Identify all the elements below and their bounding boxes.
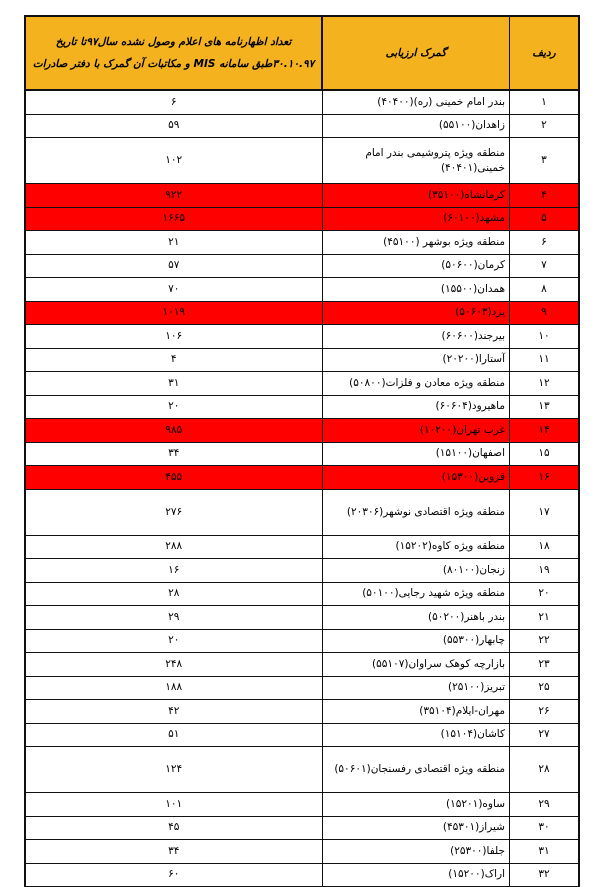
table-row [25,442,579,466]
declaration-count-cell: ۹۸۵ [25,419,322,443]
customs-office-cell: کاشان(۱۵۱۰۴) [322,723,510,747]
table-row [25,372,579,396]
customs-office-cell: اراک(۱۵۲۰۰) [322,863,510,887]
customs-office-cell: غرب تهران(۱۰۲۰۰) [322,419,510,443]
table-row [25,138,579,184]
declaration-count-cell: ۴۲ [25,700,322,724]
table-row [25,348,579,372]
table-row [25,559,579,583]
table-row [25,301,579,325]
declaration-count-cell: ۲۹ [25,606,322,630]
customs-office-cell: تبریز(۲۵۱۰۰) [322,676,510,700]
customs-office-cell: آستارا(۲۰۲۰۰) [322,348,510,372]
customs-office-cell: بازارچه کوهک سراوان(۵۵۱۰۷) [322,653,510,677]
declaration-count-cell: ۲۸۸ [25,535,322,559]
declaration-count-cell: ۱۰۱ [25,793,322,817]
row-number-cell: ۴ [510,184,580,208]
row-number-cell: ۲۵ [510,676,580,700]
row-number-cell: ۸ [510,278,580,302]
table-row [25,840,579,864]
declaration-count-cell: ۵۷ [25,254,322,278]
table-row [25,723,579,747]
declaration-count-cell: ۴ [25,348,322,372]
customs-office-cell: منطقه ویژه کاوه(۱۵۲۰۲) [322,535,510,559]
customs-office-cell: شیراز(۴۵۳۰۱) [322,816,510,840]
table-row [25,325,579,349]
row-number-cell: ۹ [510,301,580,325]
customs-office-cell: همدان(۱۵۵۰۰) [322,278,510,302]
customs-office-cell: منطقه ویژه بوشهر (۴۵۱۰۰) [322,231,510,255]
customs-office-cell: مشهد(۶۰۱۰۰) [322,207,510,231]
customs-office-cell: اصفهان(۱۵۱۰۰) [322,442,510,466]
row-number-cell: ۳۱ [510,840,580,864]
row-number-cell: ۷ [510,254,580,278]
declaration-count-cell: ۴۵ [25,816,322,840]
customs-office-cell: منطقه ویژه شهید رجایی(۵۰۱۰۰) [322,582,510,606]
table-row [25,254,579,278]
table-row [25,863,579,887]
table-row [25,629,579,653]
row-number-cell: ۵ [510,207,580,231]
customs-office-cell: چابهار(۵۵۳۰۰) [322,629,510,653]
declaration-count-cell: ۳۴ [25,840,322,864]
row-number-cell: ۶ [510,231,580,255]
customs-office-cell: منطقه ویژه اقتصادی نوشهر(۲۰۳۰۶) [322,489,510,535]
header-declaration-count: تعداد اظهارنامه های اعلام وصول نشده سال۹۷تا تاریخ ۳۰.۱۰.۹۷طبق سامانه MIS و مکاتبات آن گمرک با دفتر صادرات [25,16,322,90]
table-row [25,184,579,208]
declaration-count-cell: ۱۰۶ [25,325,322,349]
customs-office-cell: ساوه(۱۵۲۰۱) [322,793,510,817]
row-number-cell: ۱۶ [510,466,580,490]
table-row [25,700,579,724]
declaration-count-cell: ۵۹ [25,114,322,138]
row-number-cell: ۲۹ [510,793,580,817]
customs-office-cell: جلفا(۲۵۳۰۰) [322,840,510,864]
row-number-cell: ۳۲ [510,863,580,887]
row-number-cell: ۱ [510,90,580,114]
declaration-count-cell: ۳۴ [25,442,322,466]
row-number-cell: ۱۲ [510,372,580,396]
row-number-cell: ۳۰ [510,816,580,840]
declaration-count-cell: ۲۴۸ [25,653,322,677]
row-number-cell: ۲ [510,114,580,138]
declaration-count-cell: ۷۰ [25,278,322,302]
row-number-cell: ۳ [510,138,580,184]
row-number-cell: ۲۶ [510,700,580,724]
customs-office-cell: کرمانشاه(۳۵۱۰۰) [322,184,510,208]
declaration-count-cell: ۱۰۲ [25,138,322,184]
row-number-cell: ۱۵ [510,442,580,466]
customs-office-cell: منطقه ویژه پتروشیمی بندر امام خمینی(۴۰۴۰۱) [322,138,510,184]
customs-office-cell: کرمان(۵۰۶۰۰) [322,254,510,278]
table-row [25,816,579,840]
customs-office-cell: زاهدان(۵۵۱۰۰) [322,114,510,138]
declaration-count-cell: ۱۶۶۵ [25,207,322,231]
table-row [25,90,579,114]
customs-office-cell: یزد(۵۰۶۰۳) [322,301,510,325]
table-row [25,582,579,606]
header-customs-office: گمرک ارزیابی [322,16,510,90]
table-row [25,606,579,630]
customs-office-cell: منطقه ویژه اقتصادی رفسنجان(۵۰۶۰۱) [322,747,510,793]
row-number-cell: ۱۹ [510,559,580,583]
table-row [25,278,579,302]
declaration-count-cell: ۲۰ [25,629,322,653]
table-row [25,793,579,817]
table-row [25,231,579,255]
row-number-cell: ۲۱ [510,606,580,630]
customs-office-cell: قزوین(۱۵۳۰۰) [322,466,510,490]
declaration-count-cell: ۲۸ [25,582,322,606]
declaration-count-cell: ۴۵۵ [25,466,322,490]
customs-office-cell: بندر امام خمینی (ره)(۴۰۴۰۰) [322,90,510,114]
customs-office-cell: زنجان(۸۰۱۰۰) [322,559,510,583]
table-row [25,489,579,535]
row-number-cell: ۲۳ [510,653,580,677]
row-number-cell: ۲۲ [510,629,580,653]
declaration-count-cell: ۶ [25,90,322,114]
table-row [25,466,579,490]
table-row [25,207,579,231]
customs-office-cell: بندر باهنر(۵۰۲۰۰) [322,606,510,630]
customs-office-cell: بیرجند(۶۰۶۰۰) [322,325,510,349]
declaration-count-cell: ۹۲۲ [25,184,322,208]
row-number-cell: ۲۸ [510,747,580,793]
declaration-count-cell: ۵۱ [25,723,322,747]
table-row [25,676,579,700]
declaration-count-cell: ۱۶ [25,559,322,583]
declaration-count-cell: ۲۷۶ [25,489,322,535]
declaration-count-cell: ۱۰۱۹ [25,301,322,325]
customs-office-cell: منطقه ویژه معادن و فلزات(۵۰۸۰۰) [322,372,510,396]
declaration-count-cell: ۱۸۸ [25,676,322,700]
header-row [25,16,579,90]
row-number-cell: ۱۴ [510,419,580,443]
row-number-cell: ۱۰ [510,325,580,349]
table-row [25,419,579,443]
table-row [25,747,579,793]
header-row-number: ردیف [510,16,580,90]
row-number-cell: ۲۷ [510,723,580,747]
table-row [25,653,579,677]
row-number-cell: ۱۷ [510,489,580,535]
customs-office-cell: ماهیرود(۶۰۶۰۴) [322,395,510,419]
row-number-cell: ۱۸ [510,535,580,559]
table-row [25,114,579,138]
table-row [25,535,579,559]
customs-office-cell: مهران-ایلام(۳۵۱۰۴) [322,700,510,724]
row-number-cell: ۲۰ [510,582,580,606]
declaration-count-cell: ۱۲۴ [25,747,322,793]
declaration-count-cell: ۳۱ [25,372,322,396]
declaration-count-cell: ۲۱ [25,231,322,255]
table-row [25,395,579,419]
row-number-cell: ۱۱ [510,348,580,372]
declaration-count-cell: ۶۰ [25,863,322,887]
declaration-count-cell: ۲۰ [25,395,322,419]
customs-declarations-table [24,15,580,887]
row-number-cell: ۱۳ [510,395,580,419]
table-body [25,90,579,887]
